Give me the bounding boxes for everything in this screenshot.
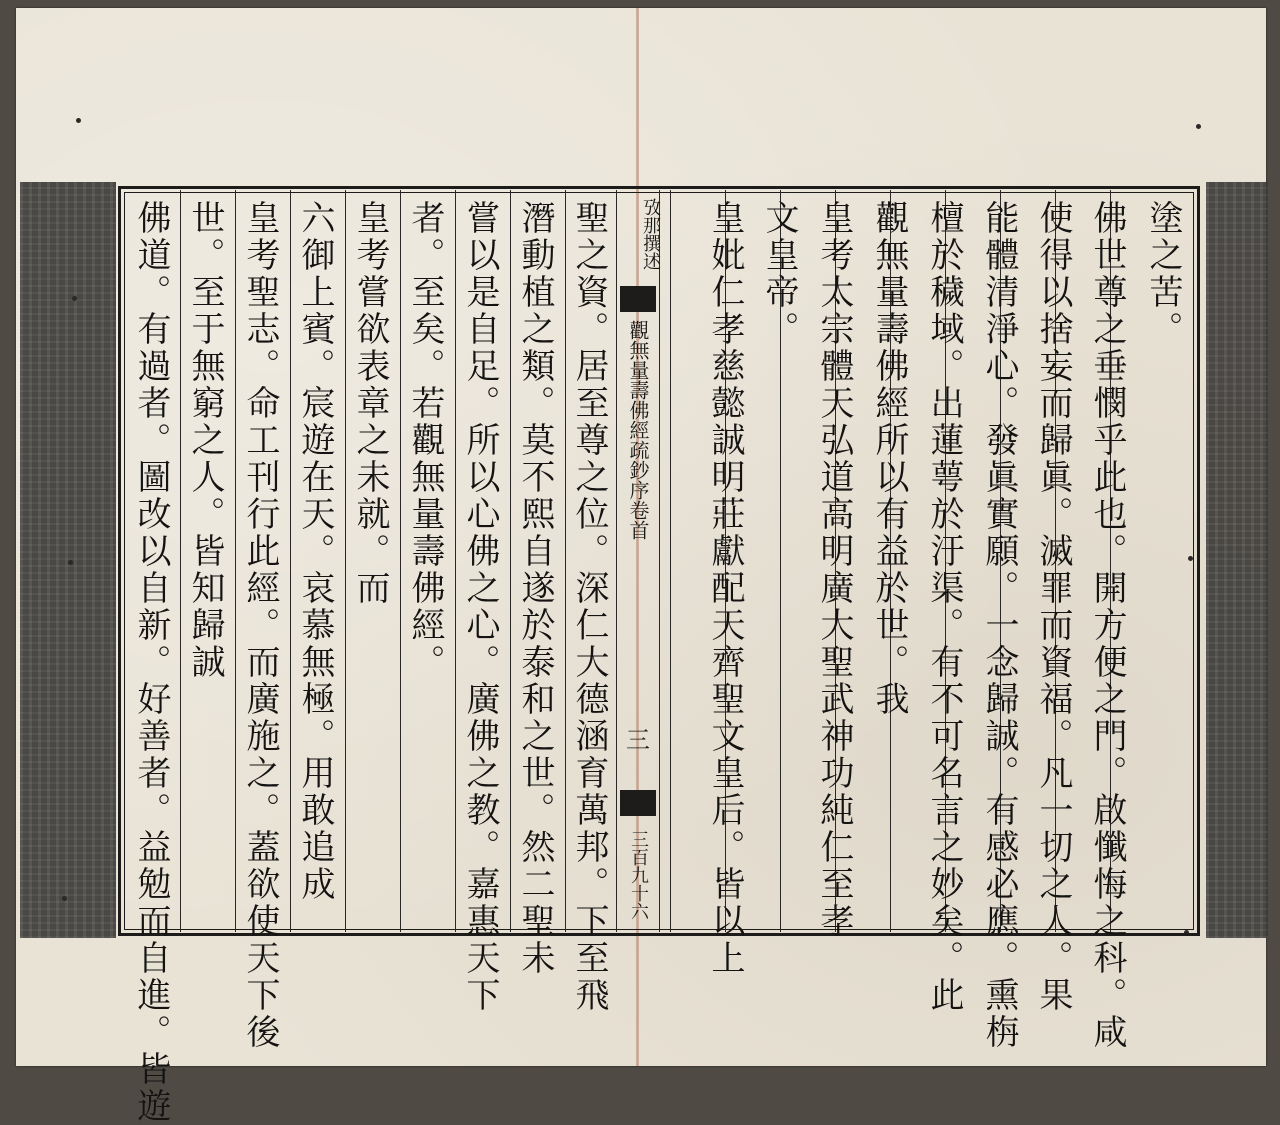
- text-column: 潛動植之類。莫不熙自遂於泰和之世。然二聖未: [515, 200, 555, 977]
- text-column: 者。至矣。若觀無量壽佛經。: [405, 200, 445, 681]
- band-title: 觀無量壽佛經疏鈔序卷首: [626, 320, 650, 540]
- text-column: 佛道。有過者。圖改以自新。好善者。益勉而自進。皆遊: [131, 200, 171, 1125]
- center-fold-band: [616, 190, 660, 932]
- text-column: 六御上賓。宸遊在天。哀慕無極。用敢追成: [295, 200, 335, 903]
- text-column: 檀於穢域。出蓮萼於汙渠。有不可名言之妙矣。此: [924, 200, 964, 1014]
- text-column: 皇考太宗體天弘道高明廣大聖武神功純仁至孝: [814, 200, 854, 940]
- text-column: 使得以捨妄而歸眞。滅罪而資福。凡一切之人。果: [1033, 200, 1073, 1014]
- text-column: 觀無量壽佛經所以有益於世。我: [869, 200, 909, 718]
- band-rail: [616, 190, 617, 932]
- text-column: 聖之資。居至尊之位。深仁大德涵育萬邦。下至飛: [569, 200, 609, 1014]
- right-rubbing-strip: [1206, 182, 1268, 938]
- text-column: 文皇帝。: [759, 200, 799, 348]
- text-column: 皇考聖志。命工刊行此經。而廣施之。蓋欲使天下後: [240, 200, 280, 1051]
- margin-note: 攷那撰述: [640, 198, 661, 270]
- text-column: 世。至于無窮之人。皆知歸誠: [185, 200, 225, 681]
- upper-fishtail: [620, 286, 656, 312]
- text-column: 塗之苦。: [1143, 200, 1183, 348]
- text-column: 佛世尊之垂憫乎此也。開方便之門。啟懺悔之科。咸: [1087, 200, 1127, 1051]
- column-ruling: [670, 190, 671, 932]
- binding-hole: [1196, 124, 1201, 129]
- leaf-number: 三: [626, 726, 650, 754]
- text-column: 皇妣仁孝慈懿誠明莊獻配天齊聖文皇后。皆以上: [705, 200, 745, 977]
- text-column: 能體清淨心。發眞實願。一念歸誠。有感必應。熏栴: [979, 200, 1019, 1051]
- text-column: 嘗以是自足。所以心佛之心。廣佛之教。嘉惠天下: [460, 200, 500, 1014]
- text-column: 皇考嘗欲表章之未就。而: [350, 200, 390, 607]
- binding-hole: [76, 118, 81, 123]
- binding-hole: [62, 896, 67, 901]
- lower-fishtail: [620, 790, 656, 816]
- band-rail: [659, 190, 660, 932]
- folio-number: 三百九十六: [628, 830, 649, 920]
- binding-hole: [68, 560, 73, 565]
- binding-hole: [72, 296, 77, 301]
